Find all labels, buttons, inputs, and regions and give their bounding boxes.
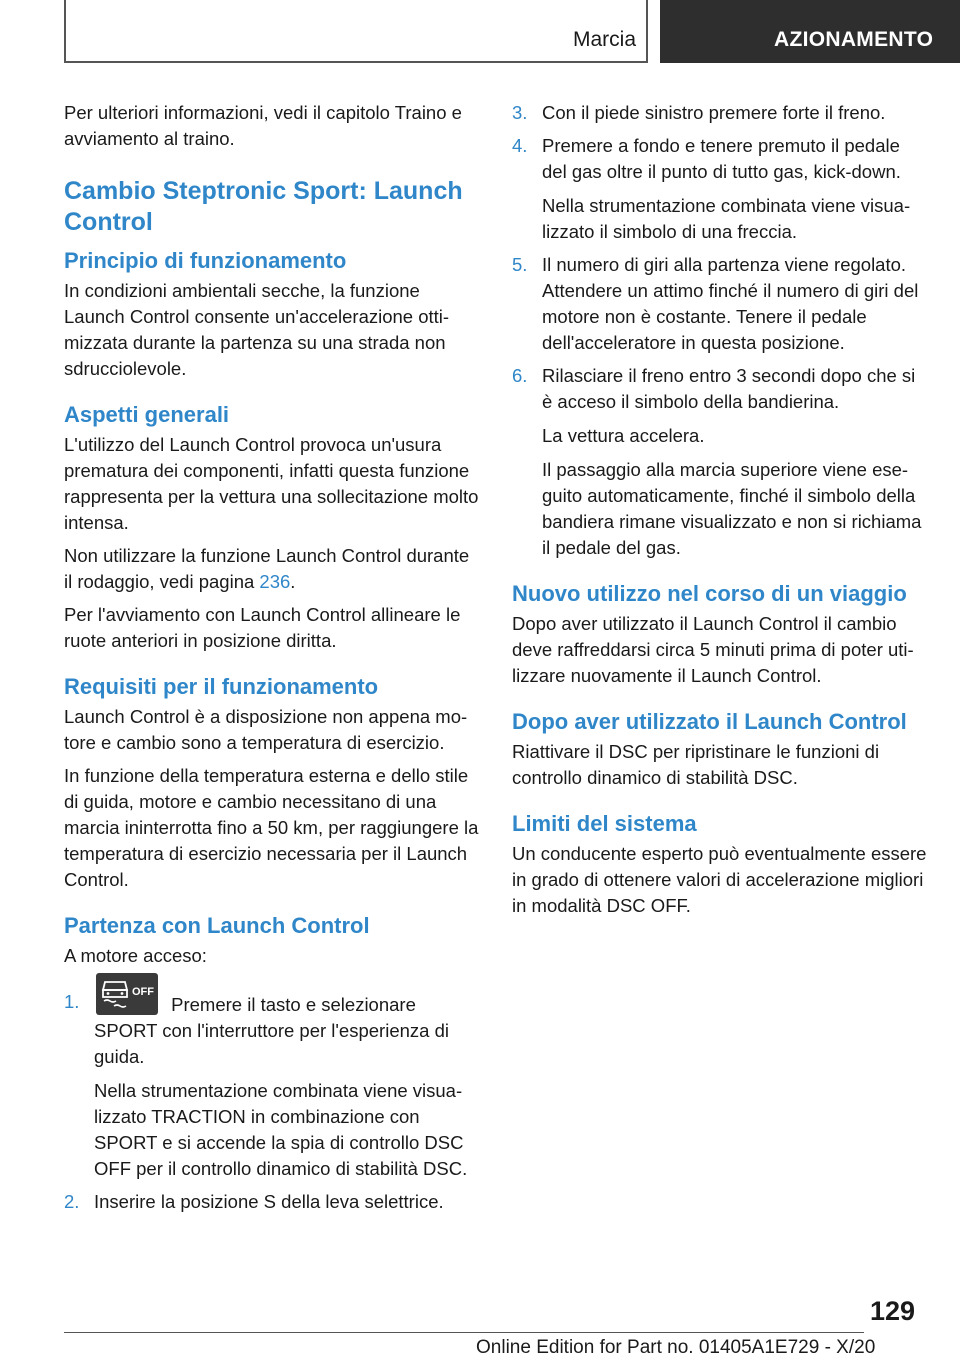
partenza-intro: A motore acceso: [64, 945, 207, 966]
step-sub-text: La vettura accelera. [542, 425, 705, 446]
list-item [512, 363, 928, 561]
heading-requisiti: Requisiti per il funzionamento [64, 674, 379, 699]
step-number: 3. [512, 102, 528, 123]
steps-list-left [64, 986, 482, 1215]
step-number: 4. [512, 135, 528, 156]
page-number: 129 [870, 1296, 916, 1326]
dopo-utilizzo-text: Riattivare il DSC per ripristinare le funzioni di controllo dinamico di stabilità DSC. [512, 741, 880, 788]
list-item [512, 133, 928, 245]
nuovo-utilizzo-text: Dopo aver utilizzato il Launch Control il cambio deve raffreddarsi circa 5 minuti prima di poter utilizzare nuovamente il Launch Control. [512, 613, 914, 686]
list-item [64, 986, 482, 1182]
principio-text: In condizioni ambientali secche, la funzione Launch Control consente un'accelerazione ottimizzata durante la partenza su una strada non sdrucciolevole. [64, 280, 450, 379]
aspetti-text-3: Per l'avviamento con Launch Control allineare le ruote anteriori in posizione diritta. [64, 604, 461, 651]
step-sub-text: Nella strumentazione combinata viene visualizzato TRACTION in combinazione con SPORT e si accende la spia di controllo DSC OFF per il controllo dinamico di stabilità DSC. [94, 1080, 468, 1179]
step-text: Premere il tasto e selezionare SPORT con l'interruttore per l'esperienza di guida. [94, 994, 449, 1067]
heading-aspetti: Aspetti generali [64, 402, 230, 427]
right-column [512, 100, 928, 926]
step-sub-text: Il passaggio alla marcia superiore viene eseguito automaticamente, finché il simbolo della bandiera rimane visualizzato e non si richiama il pedale del gas. [542, 459, 922, 558]
heading-dopo-utilizzo: Dopo aver utilizzato il Launch Control [512, 709, 907, 734]
step-number: 2. [64, 1191, 80, 1212]
footer-divider [64, 1332, 864, 1333]
list-item [64, 1189, 482, 1215]
requisiti-text-1: Launch Control è a disposizione non appena motore e cambio sono a temperatura di esercizio. [64, 706, 468, 753]
step-number: 1. [64, 991, 80, 1012]
step-text: Rilasciare il freno entro 3 secondi dopo che si è acceso il simbolo della bandierina. [542, 365, 916, 412]
left-column [64, 100, 482, 1222]
heading-partenza: Partenza con Launch Control [64, 913, 370, 938]
aspetti-text-2: Non utilizzare la funzione Launch Control durante il rodaggio, vedi pagina 236. [64, 545, 470, 592]
header-section-box [64, 0, 648, 63]
step-text: Premere a fondo e tenere premuto il pedale del gas oltre il punto di tutto gas, kick-down. [542, 135, 901, 182]
page-link[interactable]: 236 [259, 571, 291, 592]
heading-limiti: Limiti del sistema [512, 811, 697, 836]
header-chapter-tab: AZIONAMENTO [660, 0, 960, 63]
step-number: 5. [512, 254, 528, 275]
intro-text: Per ulteriori informazioni, vedi il capitolo Traino e avviamento al traino. [64, 102, 462, 149]
header-section-label: Marcia [572, 28, 636, 51]
steps-list-right [512, 100, 928, 561]
limiti-text: Un conducente esperto può eventualmente essere in grado di ottenere valori di accelerazione migliori in modalità DSC OFF. [512, 843, 927, 916]
aspetti-text-1: L'utilizzo del Launch Control provoca un'usura prematura dei componenti, infatti questa funzione rappresenta per la vettura una sollecitazione molto intensa. [64, 434, 479, 533]
dsc-off-button-icon: OFF [96, 973, 158, 1015]
step-number: 6. [512, 365, 528, 386]
heading-nuovo-utilizzo: Nuovo utilizzo nel corso di un viaggio [512, 581, 907, 606]
list-item [512, 100, 928, 126]
list-item [512, 252, 928, 356]
requisiti-text-2: In funzione della temperatura esterna e dello stile di guida, motore e cambio necessitano di una marcia ininterrotta fino a 50 km, per raggiungere la temperatura di esercizio necessaria per il Launch Control. [64, 765, 479, 890]
step-text: Il numero di giri alla partenza viene regolato. Attendere un attimo finché il numero di giri del motore non è costante. Tenere il pedale dell'acceleratore in questa posizione. [542, 254, 919, 353]
step-sub-text: Nella strumentazione combinata viene visualizzato il simbolo di una freccia. [542, 195, 911, 242]
step-text: Inserire la posizione S della leva selettrice. [94, 1191, 444, 1212]
footer-edition-text: Online Edition for Part no. 01405A1E729 - X/20 [476, 1337, 876, 1358]
step-text: Con il piede sinistro premere forte il freno. [542, 102, 886, 123]
page-title: Cambio Steptronic Sport: Launch Control [64, 177, 463, 236]
heading-principio: Principio di funzionamento [64, 248, 347, 273]
